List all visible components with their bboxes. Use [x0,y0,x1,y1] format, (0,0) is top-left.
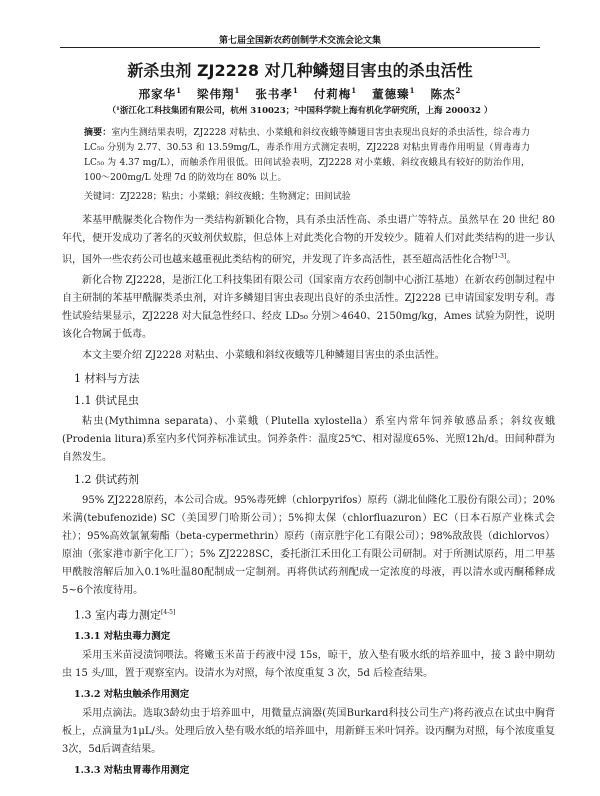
paragraph: 采用点滴法。选取3龄幼虫于培养皿中，用微量点滴器(英国Burkard科技公司生产)将药液点在试虫中胸背板上，点滴量为1μL/头。处理后放入垫有吸水纸的培养皿中，用新鲜玉米叶饲养。设丙酮为对照，每个浓度重复3次，5d后调查结果。 [62,707,555,755]
keywords [84,190,530,204]
author-name: 付莉梅 [313,87,352,101]
running-head: 第七届全国新农药创制学术交流会论文集 [218,36,381,46]
author-mark: 1 [234,86,241,96]
paragraph: 粘虫(Mythimna separata)、小菜蛾（Plutella xylostella）系室内常年饲养敏感品系；斜纹夜蛾(Prodenia litura)系室内多代饲养标准试虫。饲养条件：温度25℃、相对湿度65%、光照12h/d。田间种群为自然发生。 [62,416,555,464]
paragraph: 新化合物 ZJ2228，是浙江化工科技集团有限公司（国家南方农药创制中心浙江基地）在新农药创制过程中自主研制的苯基甲酰脲类杀虫剂，对许多鳞翅目害虫表现出良好的杀虫活性。ZJ2228 已申请国家发明专利。毒性试验结果显示，ZJ2228 对大鼠急性经口、经皮 LD₅₀ 分别＞4640、2150mg/kg，Ames 试验为阴性，说明该化合物属于低毒。 [62,275,555,341]
paragraph: 95% ZJ2228原药，本公司合成。95%毒死蜱（chlorpyrifos）原药（湖北仙隆化工股份有限公司）；20% 米满(tebufenozide) SC（美国罗门哈斯公司）；5%抑太保（chlorfluazuron）EC（日本石原产业株式会社）；95%高效氯氰菊酯（beta-cypermethrin）原药（南京胜宇化工有限公司）；98%敌敌畏（dichlorvos）原油（张家港市新宇化工厂）；5% ZJ2228SC，委托浙江禾田化工有限公司研制。对于所测试原药，用二甲基甲酰胺溶解后加入0.1%吐温80配制成一定制剂。再将供试药剂配成一定浓度的母液，再以清水或丙酮稀释成5~6个浓度待用。 [62,495,555,597]
paragraph: 本文主要介绍 ZJ2228 对粘虫、小菜蛾和斜纹夜蛾等几种鳞翅目害虫的杀虫活性。 [82,350,445,362]
subsection-heading: 1.2 供试药剂 [74,473,139,487]
author-name: 邢家华 [138,87,177,101]
section-heading: 1 材料与方法 [74,372,140,386]
abstract [84,126,530,186]
paragraph-end: 。 [506,254,517,266]
author-name: 陈杰 [430,87,456,101]
author-mark: 2 [455,86,462,96]
body-text [62,212,555,781]
author-mark: 1 [351,86,358,96]
subsection-heading: 1.1 供试昆虫 [74,394,139,408]
subsection-heading-text: 1.3 室内毒力测定 [74,608,161,622]
affiliation: （¹浙江化工科技集团有限公司，杭州 310023；²中国科学院上海有机化学研究所，上海 200032 ） [107,106,493,116]
author-mark: 1 [292,86,299,96]
author-mark: 1 [409,86,416,96]
paragraph: 采用玉米苗浸渍饲喂法。将嫩玉米苗于药液中浸 15s，晾干，放入垫有吸水纸的培养皿中，接 3 龄中期幼虫 15 头/皿，置于观察室内。设清水为对照，每个浓度重复 3 次，5d 后检查结果。 [62,649,555,679]
paragraph-text: 苯基甲酰脲类化合物作为一类结构新颖化合物，具有杀虫活性高、杀虫谱广等特点。虽然早在 20 世纪 80 年代，便开发成功了著名的灭蚊剂伏蚁腙，但总体上对此类化合物的开发较少。随着人们对此类结构的进一步认识，国外一些农药公司也越来越重视此类结构的研究，并发现了许多高活性，甚至超高活性化合物 [62,215,555,266]
paper-title: 新杀虫剂 ZJ2228 对几种鳞翅目害虫的杀虫活性 [127,61,473,80]
keywords-text: ZJ2228；粘虫；小菜蛾；斜纹夜蛾；生物测定；田间试验 [120,192,351,202]
author-name: 张书孝 [255,87,293,101]
citation: [4-5] [161,609,176,617]
citation: [1-3] [492,253,507,260]
subsubsection-heading: 1.3.1 对粘虫毒力测定 [74,630,171,642]
header-rule [60,47,540,48]
paragraph [62,212,555,269]
subsubsection-heading: 1.3.2 对粘虫触杀作用测定 [74,688,190,700]
author-mark: 1 [176,86,182,96]
abstract-label: 摘要： [84,128,112,138]
author-list [40,86,560,102]
subsubsection-heading: 1.3.3 对粘虫胃毒作用测定 [74,764,190,776]
subsection-heading [74,603,555,626]
keywords-label: 关键词： [84,192,121,202]
abstract-text: 室内生测结果表明，ZJ2228 对粘虫、小菜蛾和斜纹夜蛾等鳞翅目害虫表现出良好的杀虫活性，综合毒力 LC₅₀ 分别为 2.77、30.53 和 13.59mg/L，毒杀作用方式测定表明，ZJ2228 对粘虫胃毒作用明显（胃毒毒力 LC₅₀ 为 4.37 mg/L），而触杀作用很低。田间试验表明，ZJ2228 对小菜蛾、斜纹夜蛾具有较好的防治作用，100～200mg/L 处理 7d 的防效均在 80% 以上。 [84,128,530,183]
author-name: 董德臻 [372,87,410,101]
author-name: 梁伟翔 [196,87,235,101]
